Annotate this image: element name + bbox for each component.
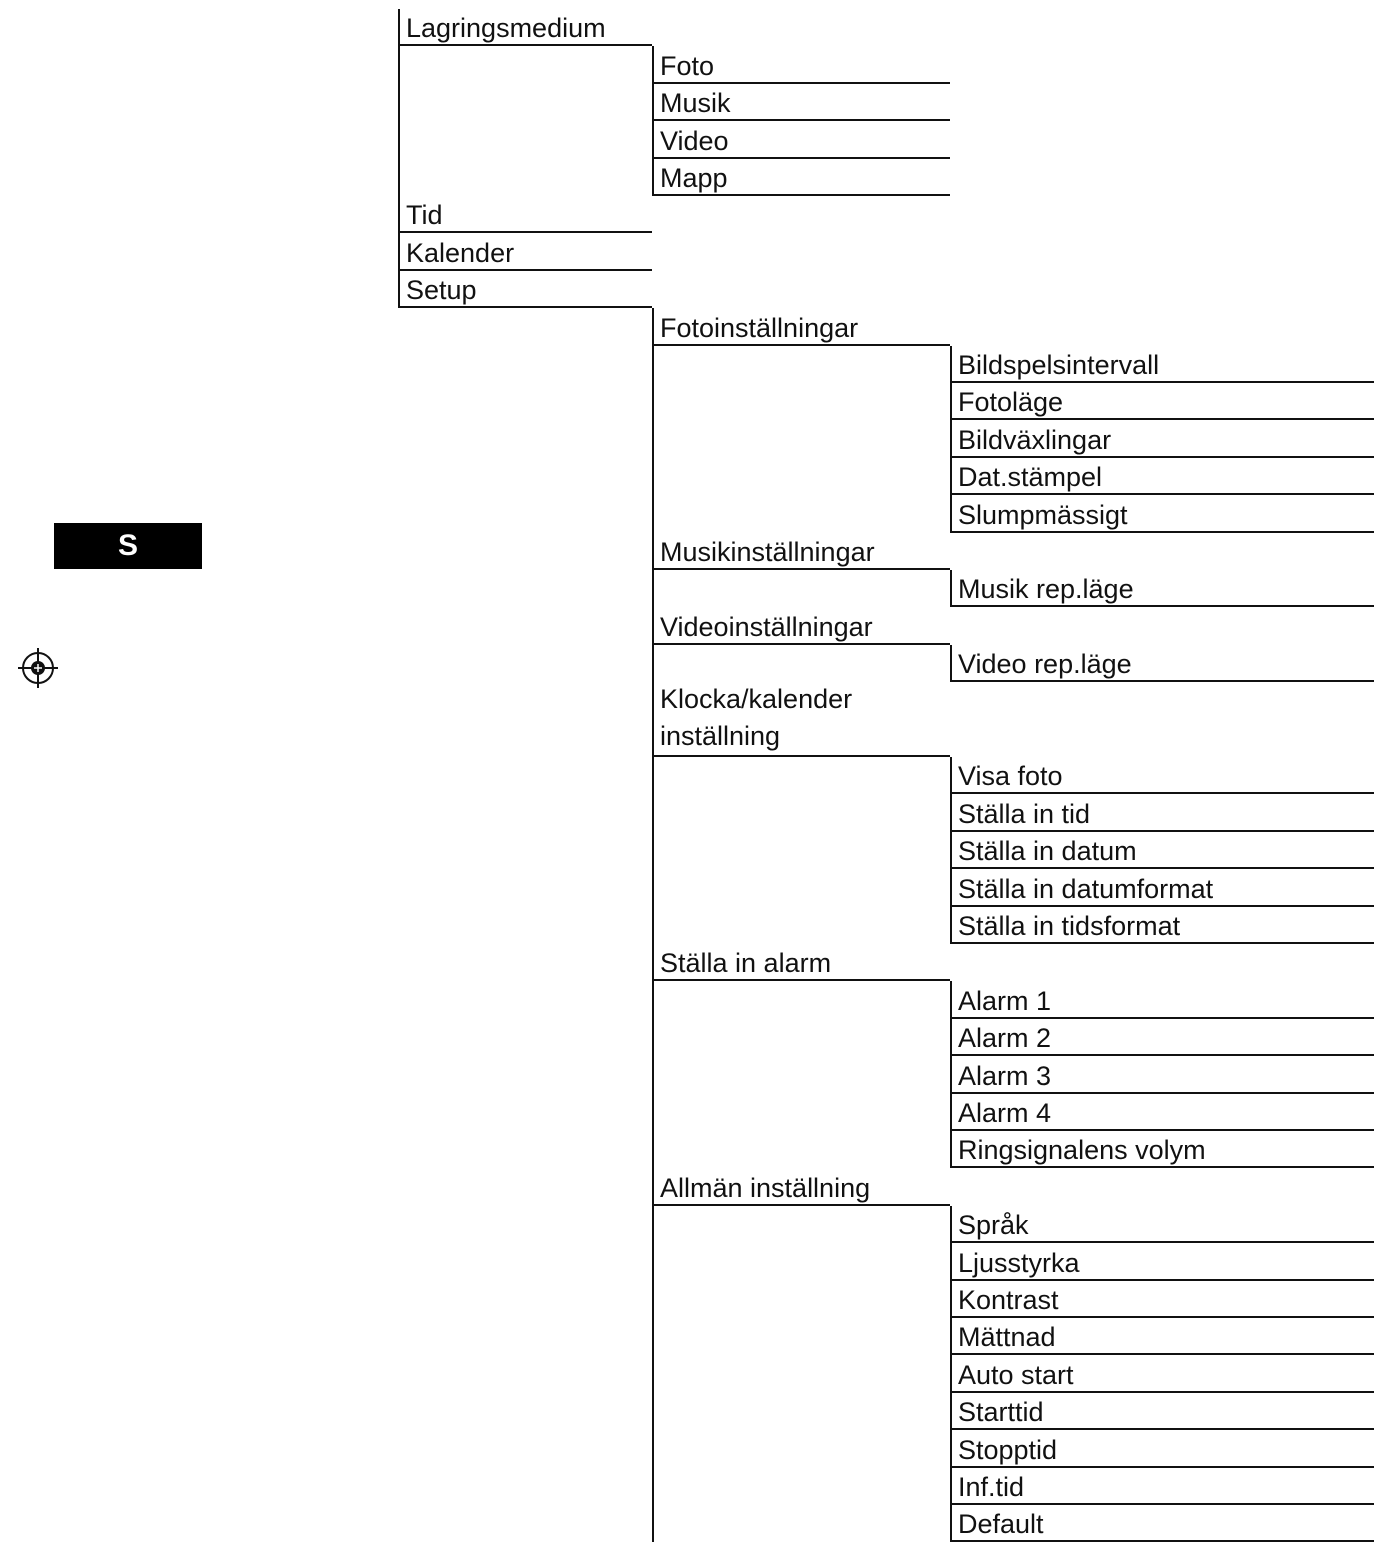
menu-item-label: Språk xyxy=(958,1210,1029,1241)
section-tab-label: S xyxy=(117,529,138,562)
menu-item-label: Dat.stämpel xyxy=(958,462,1103,493)
menu-item-label: Default xyxy=(958,1509,1044,1540)
menu-item-dat-stampel xyxy=(952,458,1374,495)
menu-item-musik-rep-lage xyxy=(952,570,1374,607)
lagringsmedium-connector-line xyxy=(652,46,654,196)
menu-item-label: Starttid xyxy=(958,1397,1044,1428)
menu-item-allman-installning xyxy=(654,1168,950,1205)
menu-item-starttid xyxy=(952,1393,1374,1430)
menu-item-ljusstyrka xyxy=(952,1243,1374,1280)
menu-item-tid xyxy=(400,196,652,233)
menu-item-alarm-2 xyxy=(952,1019,1374,1056)
menu-item-label: Auto start xyxy=(958,1359,1074,1390)
menu-item-foto xyxy=(654,46,950,83)
menu-item-stopptid xyxy=(952,1430,1374,1467)
menu-item-label: Musikinställningar xyxy=(660,536,875,567)
menu-item-label: Mapp xyxy=(660,162,728,193)
menu-item-mapp xyxy=(654,159,950,196)
menu-item-bildvaxlingar xyxy=(952,420,1374,457)
menu-item-label: Kalender xyxy=(406,237,515,268)
menu-item-label: Musik xyxy=(660,88,731,119)
menu-item-label: Alarm 2 xyxy=(958,1023,1052,1054)
menu-item-label: Alarm 1 xyxy=(958,985,1052,1016)
menu-item-bildspelsintervall xyxy=(952,346,1374,383)
menu-item-label: Ställa in tidsformat xyxy=(958,910,1181,941)
setup-connector-line xyxy=(652,308,654,1542)
menu-item-label: Videoinställningar xyxy=(660,611,873,642)
menu-item-stalla-in-alarm xyxy=(654,944,950,981)
menu-item-alarm-1 xyxy=(952,981,1374,1018)
menu-item-setup xyxy=(400,271,652,308)
menu-item-label: Fotoinställningar xyxy=(660,312,859,343)
menu-item-visa-foto xyxy=(952,757,1374,794)
level1-connector-line xyxy=(398,9,400,308)
menu-item-ringsignalens-volym xyxy=(952,1131,1374,1168)
menu-item-stalla-in-datumformat xyxy=(952,869,1374,906)
menu-item-inf-tid xyxy=(952,1468,1374,1505)
menu-item-label: Lagringsmedium xyxy=(406,13,606,44)
submenu-connector-line-fotoinstallningar xyxy=(950,346,952,533)
menu-item-sprak xyxy=(952,1206,1374,1243)
menu-item-lagringsmedium xyxy=(400,9,652,46)
menu-item-stalla-in-tid xyxy=(952,794,1374,831)
submenu-connector-line-allman-installning xyxy=(950,1206,952,1543)
menu-item-stalla-in-tidsformat xyxy=(952,907,1374,944)
submenu-connector-line-klocka-kalender-installning xyxy=(950,757,952,944)
menu-item-label: Setup xyxy=(406,275,477,306)
menu-item-label: Slumpmässigt xyxy=(958,499,1128,530)
menu-item-kalender xyxy=(400,233,652,270)
menu-item-label: Stopptid xyxy=(958,1434,1058,1465)
menu-item-label: Inf.tid xyxy=(958,1471,1025,1502)
menu-item-label: Kontrast xyxy=(958,1284,1059,1315)
menu-item-label: Musik rep.läge xyxy=(958,574,1134,605)
menu-item-label: Video xyxy=(660,125,729,156)
menu-item-alarm-3 xyxy=(952,1056,1374,1093)
menu-item-label: Bildspelsintervall xyxy=(958,349,1160,380)
menu-item-label: Ställa in alarm xyxy=(660,948,832,979)
menu-item-label: Tid xyxy=(406,200,443,231)
menu-item-kontrast xyxy=(952,1281,1374,1318)
menu-item-fotolage xyxy=(952,383,1374,420)
menu-item-auto-start xyxy=(952,1355,1374,1392)
menu-item-label: Visa foto xyxy=(958,761,1063,792)
menu-item-video xyxy=(654,121,950,158)
menu-item-default xyxy=(952,1505,1374,1542)
menu-item-label: Fotoläge xyxy=(958,387,1064,418)
submenu-connector-line-musikinstallningar xyxy=(950,570,952,607)
menu-item-label: Bildväxlingar xyxy=(958,424,1112,455)
menu-item-label: Alarm 4 xyxy=(958,1097,1052,1128)
menu-item-alarm-4 xyxy=(952,1094,1374,1131)
menu-item-label: Foto xyxy=(660,50,715,81)
menu-item-videoinstallningar xyxy=(654,607,950,644)
menu-item-mattnad xyxy=(952,1318,1374,1355)
menu-item-musikinstallningar xyxy=(654,533,950,570)
menu-item-label: Ringsignalens volym xyxy=(958,1135,1206,1166)
menu-item-label: Ställa in datumformat xyxy=(958,873,1214,904)
menu-item-label: Ljusstyrka xyxy=(958,1247,1080,1278)
menu-item-slumpmassigt xyxy=(952,495,1374,532)
menu-item-label: Allmän inställning xyxy=(660,1172,871,1203)
submenu-connector-line-stalla-in-alarm xyxy=(950,981,952,1168)
menu-item-musik xyxy=(654,84,950,121)
menu-item-label: Mättnad xyxy=(958,1322,1056,1353)
menu-item-video-rep-lage xyxy=(952,645,1374,682)
menu-item-label: Ställa in datum xyxy=(958,836,1137,867)
menu-item-stalla-in-datum xyxy=(952,832,1374,869)
menu-item-label: Ställa in tid xyxy=(958,798,1091,829)
menu-item-label: Video rep.läge xyxy=(958,649,1132,680)
menu-item-fotoinstallningar xyxy=(654,308,950,345)
submenu-connector-line-videoinstallningar xyxy=(950,645,952,682)
menu-item-label: Alarm 3 xyxy=(958,1060,1052,1091)
menu-item-label: Klocka/kalender inställning xyxy=(660,683,853,751)
menu-item-klocka-kalender-installning xyxy=(654,682,950,757)
